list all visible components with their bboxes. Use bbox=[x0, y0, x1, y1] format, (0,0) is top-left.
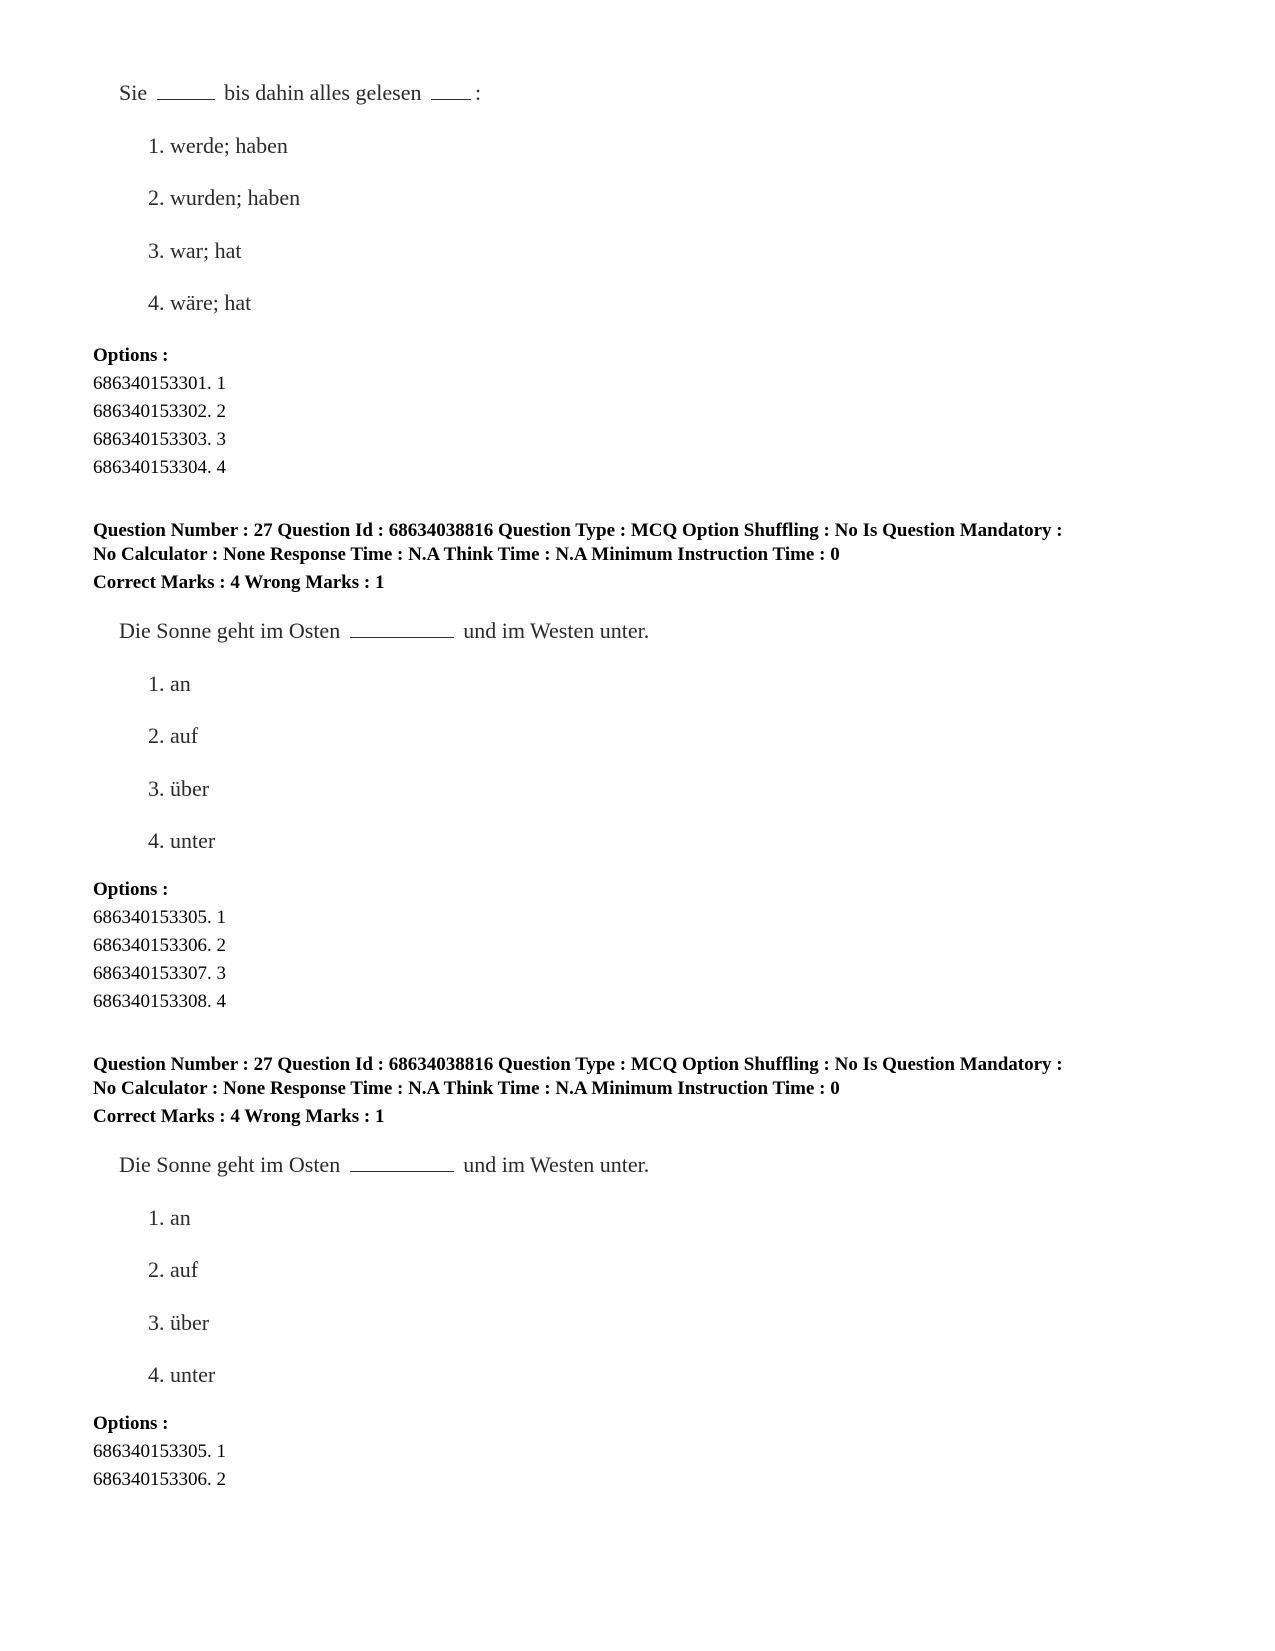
answer-choice: 4. unter bbox=[148, 828, 216, 853]
stem-text-part: bis dahin alles gelesen bbox=[224, 80, 422, 105]
fill-blank bbox=[350, 1170, 454, 1172]
answer-choice: 2. auf bbox=[148, 723, 199, 748]
answer-choice: 1. an bbox=[148, 671, 191, 696]
fill-blank bbox=[157, 98, 215, 100]
answer-choice: 4. unter bbox=[148, 1362, 216, 1387]
question-stem bbox=[119, 1152, 649, 1178]
stem-text-part: Sie bbox=[119, 80, 148, 105]
stem-text-part: : bbox=[474, 80, 482, 105]
option-line: 686340153308. 4 bbox=[93, 991, 226, 1012]
answer-choice: 4. wäre; hat bbox=[148, 290, 252, 315]
option-line: 686340153302. 2 bbox=[93, 401, 226, 422]
question-meta-line: Question Number : 27 Question Id : 68634038816 Question Type : MCQ Option Shuffling : No Is Question Mandatory : bbox=[93, 520, 1063, 541]
option-line: 686340153305. 1 bbox=[93, 907, 226, 928]
stem-text-part: und im Westen unter. bbox=[463, 618, 650, 643]
fill-blank bbox=[431, 98, 471, 100]
option-line: 686340153306. 2 bbox=[93, 1469, 226, 1490]
answer-choice: 3. über bbox=[148, 776, 210, 801]
stem-text-part: und im Westen unter. bbox=[463, 1152, 650, 1177]
answer-choice: 3. war; hat bbox=[148, 238, 242, 263]
options-heading: Options : bbox=[93, 1413, 169, 1434]
answer-choice: 3. über bbox=[148, 1310, 210, 1335]
question-meta-line: No Calculator : None Response Time : N.A Think Time : N.A Minimum Instruction Time : 0 bbox=[93, 1078, 840, 1099]
option-line: 686340153306. 2 bbox=[93, 935, 226, 956]
question-meta-line: Question Number : 27 Question Id : 68634038816 Question Type : MCQ Option Shuffling : No Is Question Mandatory : bbox=[93, 1054, 1063, 1075]
option-line: 686340153303. 3 bbox=[93, 429, 226, 450]
answer-choice: 1. an bbox=[148, 1205, 191, 1230]
answer-choice: 1. werde; haben bbox=[148, 133, 288, 158]
options-heading: Options : bbox=[93, 879, 169, 900]
option-line: 686340153307. 3 bbox=[93, 963, 226, 984]
question-stem bbox=[119, 80, 481, 106]
question-stem bbox=[119, 618, 649, 644]
option-line: 686340153305. 1 bbox=[93, 1441, 226, 1462]
marks-line: Correct Marks : 4 Wrong Marks : 1 bbox=[93, 572, 385, 593]
option-line: 686340153304. 4 bbox=[93, 457, 226, 478]
answer-choice: 2. wurden; haben bbox=[148, 185, 301, 210]
marks-line: Correct Marks : 4 Wrong Marks : 1 bbox=[93, 1106, 385, 1127]
question-meta-line: No Calculator : None Response Time : N.A Think Time : N.A Minimum Instruction Time : 0 bbox=[93, 544, 840, 565]
stem-text-part: Die Sonne geht im Osten bbox=[119, 618, 341, 643]
stem-text-part: Die Sonne geht im Osten bbox=[119, 1152, 341, 1177]
options-heading: Options : bbox=[93, 345, 169, 366]
fill-blank bbox=[350, 636, 454, 638]
answer-choice: 2. auf bbox=[148, 1257, 199, 1282]
option-line: 686340153301. 1 bbox=[93, 373, 226, 394]
